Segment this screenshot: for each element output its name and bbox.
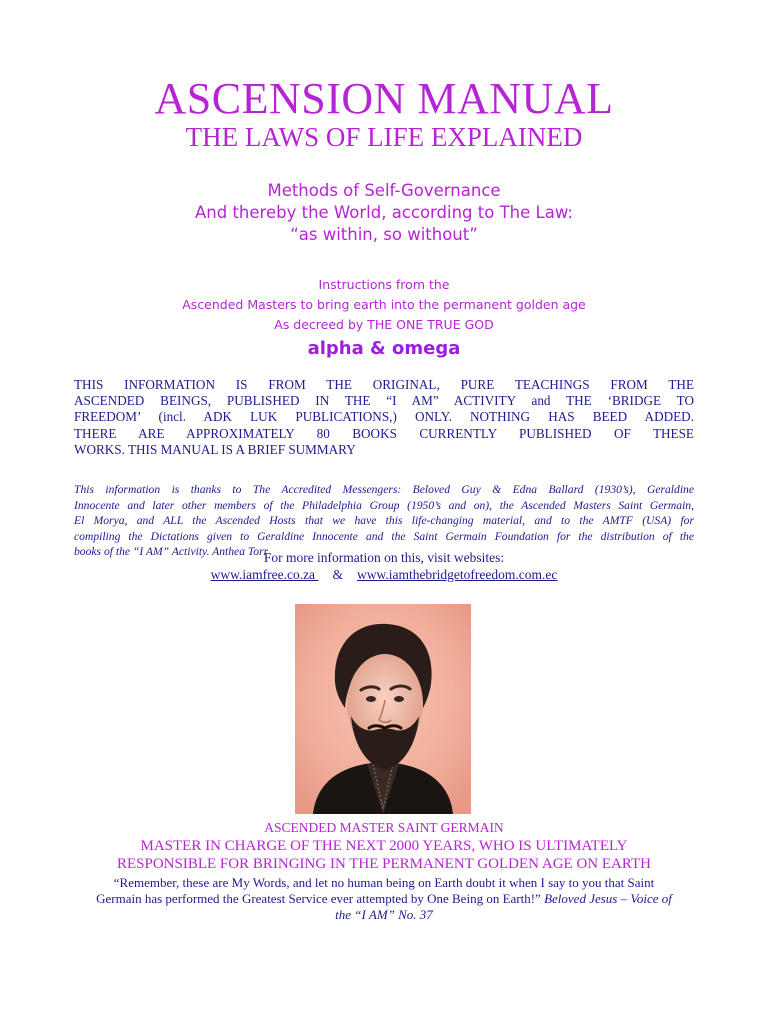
instructions-block [0, 275, 768, 335]
caption-line: RESPONSIBLE FOR BRINGING IN THE PERMANENT GOLDEN AGE ON EARTH [117, 856, 651, 872]
links-separator: & [332, 567, 343, 582]
information-paragraph [74, 377, 694, 458]
portrait-eye-right [394, 696, 404, 702]
saint-germain-portrait [295, 604, 471, 814]
website-links [0, 566, 768, 583]
methods-line: And thereby the World, according to The Law: [195, 203, 573, 222]
instructions-line: Instructions from the [318, 277, 450, 292]
methods-line: “as within, so without” [290, 225, 478, 244]
acknowledgement-paragraph [74, 482, 694, 560]
acknowledgement-line: El Morya, and ALL the Ascended Hosts that we have this life-changing material, and to the AMTF (USA) for [74, 514, 694, 527]
alpha-omega-heading: alpha & omega [307, 338, 461, 359]
portrait-caption-name: ASCENDED MASTER SAINT GERMAIN [264, 820, 504, 835]
information-line: THIS INFORMATION IS FROM THE ORIGINAL, PURE TEACHINGS FROM THE [74, 377, 694, 392]
information-line: THERE ARE APPROXIMATELY 80 BOOKS CURRENTLY PUBLISHED OF THESE [74, 425, 694, 441]
information-line: FREEDOM’ (incl. ADK LUK PUBLICATIONS,) ONLY. NOTHING HAS BEED ADDED. [74, 409, 694, 425]
quote-source-line: the “I AM” No. 37 [335, 907, 433, 922]
page-subtitle: THE LAWS OF LIFE EXPLAINED [185, 122, 583, 152]
information-line: WORKS. THIS MANUAL IS A BRIEF SUMMARY [74, 441, 356, 457]
acknowledgement-line: Innocente and later other members of the Philadelphia Group (1950’s and on), the Ascended Masters Saint Germain, [74, 498, 694, 512]
more-info-text: For more information on this, visit websites: [263, 550, 505, 565]
information-line: ASCENDED BEINGS, PUBLISHED IN THE “I AM” ACTIVITY and THE ‘BRIDGE TO [74, 393, 694, 409]
acknowledgement-line: This information is thanks to The Accredited Messengers: Beloved Guy & Edna Ballard (1930’s), Geraldine [74, 483, 694, 496]
page-title: ASCENSION MANUAL [154, 74, 614, 123]
caption-line: MASTER IN CHARGE OF THE NEXT 2000 YEARS, WHO IS ULTIMATELY [140, 838, 628, 854]
quote-line: “Remember, these are My Words, and let no human being on Earth doubt it when I say to you that Saint [113, 875, 655, 890]
acknowledgement-line: books of the “I AM” Activity. Anthea Torr [74, 545, 269, 558]
website-link-bridgetofreedom[interactable]: www.iamthebridgetofreedom.com.ec [356, 567, 558, 582]
quote-text: Germain has performed the Greatest Service ever attempted by One Being on Earth!” [96, 891, 545, 906]
quote-line [70, 891, 698, 907]
acknowledgement-line: compiling the Dictations given to Geraldine Innocente and the Saint Germain Foundation for the distribution of the [74, 529, 694, 543]
quote-block [70, 875, 698, 923]
portrait-eye-left [366, 696, 376, 702]
portrait-caption-description [0, 837, 768, 873]
website-link-iamfree[interactable]: www.iamfree.co.za [210, 567, 319, 582]
instructions-line: Ascended Masters to bring earth into the permanent golden age [182, 297, 586, 312]
quote-source: Beloved Jesus – Voice of [544, 891, 672, 906]
instructions-line: As decreed by THE ONE TRUE GOD [274, 317, 494, 332]
methods-block [0, 180, 768, 246]
methods-line: Methods of Self-Governance [267, 181, 501, 200]
